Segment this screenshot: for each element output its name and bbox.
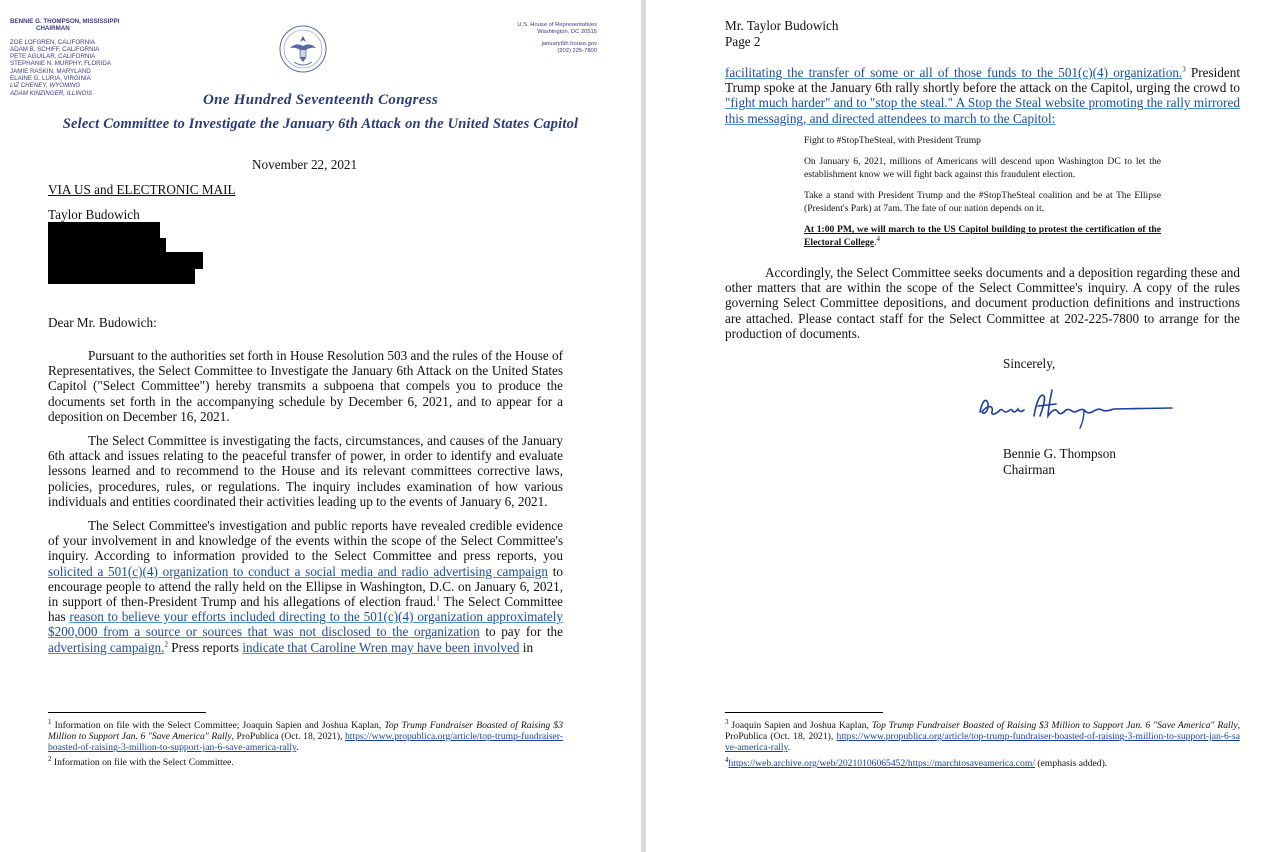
propublica-link[interactable]: https://www.propublica.org/article/top-trump-fundraiser-boasted-of-raising-3-million-to-support-jan-6-save-america-rally xyxy=(48,731,564,754)
quote-line: Fight to #StopTheSteal, with President Trump xyxy=(804,135,981,146)
letter-page-2 xyxy=(646,0,1280,852)
footnote-number: 4 xyxy=(725,755,729,764)
text-run: . xyxy=(874,237,877,248)
paragraph-continuation xyxy=(725,65,1240,126)
page-header-recipient: Mr. Taylor Budowich xyxy=(725,18,839,33)
propublica-link[interactable]: https://www.propublica.org/article/top-trump-fundraiser-boasted-of-raising-3-million-to-support-jan-6-save-america-rally xyxy=(725,731,1240,754)
highlighted-text: indicate that Caroline Wren may have been involved xyxy=(242,639,520,655)
member-item: STEPHANIE N. MURPHY, FLORIDA xyxy=(10,60,111,68)
highlighted-text: reason to believe your efforts included directing to the 501(c)(4) organization approximately $200,000 from a source or sources that was not disclosed to the organization xyxy=(48,609,563,640)
closing: Sincerely, xyxy=(1003,356,1056,371)
contact-phone: (202) 225-7800 xyxy=(557,48,597,54)
footnote-3 xyxy=(725,717,1240,754)
footnote-text: . xyxy=(787,742,791,754)
signer-title: Chairman xyxy=(1003,462,1056,477)
redaction-block xyxy=(48,267,195,284)
highlighted-text: solicited a 501(c)(4) organization to conduct a social media and radio advertising campaign xyxy=(48,563,548,579)
text-run: Press reports xyxy=(167,639,243,655)
footnote-ref[interactable]: 4 xyxy=(876,234,880,243)
footnote-text: , ProPublica (Oct. 18, 2021), xyxy=(231,731,345,743)
paragraph-investigation: The Select Committee is investigating the facts, circumstances, and causes of the January 6th attack and issues relating to the peaceful transfer of power, in order to identify and evaluate lessons learned and to recommend to the House and its relevant committees corrective laws, policies, procedures, rules, or regulations. The inquiry includes examination of how various individuals and entities coordinated their activities leading up to the events of January 6, 2021. xyxy=(48,433,563,509)
footnote-number: 1 xyxy=(48,717,52,726)
member-item: ADAM B. SCHIFF, CALIFORNIA xyxy=(10,45,100,53)
footnote-text: . xyxy=(296,742,299,754)
member-item: ADAM KINZINGER, ILLINOIS xyxy=(10,89,93,97)
contact-line: U.S. House of Representatives xyxy=(517,22,597,28)
footnote-divider xyxy=(725,712,883,713)
archive-link[interactable]: https://web.archive.org/web/20210106065452/https://marchtosaveamerica.com/ xyxy=(728,758,1035,769)
text-run: The Select Committee has xyxy=(48,594,563,625)
highlighted-text: facilitating the transfer of some or all of those funds to the 501(c)(4) organization. xyxy=(725,65,1183,80)
chairman-title: CHAIRMAN xyxy=(36,25,70,33)
footnote-ref[interactable]: 3 xyxy=(1182,65,1186,74)
footnote-1 xyxy=(48,717,564,754)
footnote-ref[interactable]: 1 xyxy=(436,594,440,603)
congress-title: One Hundred Seventeenth Congress xyxy=(202,92,439,108)
committee-members-list xyxy=(10,18,119,97)
footnote-2 xyxy=(48,754,563,768)
congressional-seal-icon xyxy=(278,24,328,74)
highlighted-text: "fight much harder" and to "stop the steal." A Stop the Steal website promoting the rally mirrored this messaging, and directed attendees to march to the Capitol: xyxy=(725,95,1240,126)
footnote-4 xyxy=(725,755,1240,769)
member-item: JAMIE RASKIN, MARYLAND xyxy=(10,67,91,75)
text-run: The Select Committee's investigation and public reports have revealed credible evidence of your involvement in and knowledge of the events within the scope of the Select Committee's inquiry. According to information provided to the Select Committee and press reports, you xyxy=(48,518,563,564)
footnote-text: (emphasis added). xyxy=(1035,758,1108,769)
article-title: Top Trump Fundraiser Boasted of Raising $3 Million to Support Jan. 6 "Save America" Rally xyxy=(871,720,1238,731)
page-header-number: Page 2 xyxy=(725,34,761,49)
quote-line: Take a stand with President Trump and the #StopTheSteal coalition and be at The Ellipse (President's Park) at 7am. The fate of our nation depends on it. xyxy=(804,190,1161,214)
contact-website: january6th.house.gov xyxy=(541,41,597,47)
member-item: LIZ CHENEY, WYOMING xyxy=(10,82,81,90)
signer-name: Bennie G. Thompson xyxy=(1003,446,1116,461)
contact-line: Washington, DC 20515 xyxy=(537,29,597,35)
quoted-website-text xyxy=(804,134,1161,249)
chairman-name: BENNIE G. THOMPSON, MISSISSIPPI xyxy=(10,18,120,25)
paragraph-request: Accordingly, the Select Committee seeks documents and a deposition regarding these and other matters that are within the scope of the Select Committee's inquiry. A copy of the rules governing Select Committee depositions, and document production definitions and instructions are attached. Please contact staff for the Select Committee at 202-225-7800 to arrange for the production of documents. xyxy=(725,265,1240,341)
committee-title: Select Committee to Investigate the January 6th Attack on the United States Capitol xyxy=(62,116,579,132)
recipient-name: Taylor Budowich xyxy=(48,207,140,222)
paragraph-evidence xyxy=(48,518,563,655)
highlighted-text: advertising campaign. xyxy=(48,639,165,655)
footnote-number: 2 xyxy=(48,754,52,763)
text-run: to encourage people to attend the rally held on the Ellipse in Washington, D.C. on January 6, 2021, in support of then-President Trump and his allegations of election fraud. xyxy=(48,563,563,610)
text-run: in xyxy=(519,639,534,655)
text-run: President Trump spoke at the January 6th rally shortly before the attack on the Capitol, urging the crowd to xyxy=(725,65,1240,96)
letter-date: November 22, 2021 xyxy=(252,157,358,172)
quote-line: On January 6, 2021, millions of Americans will descend upon Washington DC to let the establishment know we will fight back against this fraudulent election. xyxy=(804,156,1161,180)
footnote-text: Joaquin Sapien and Joshua Kaplan, xyxy=(728,720,872,731)
member-item: PETE AGUILAR, CALIFORNIA xyxy=(10,53,96,61)
footnote-text: Information on file with the Select Committee; Joaquin Sapien and Joshua Kaplan, xyxy=(51,720,385,731)
committee-contact-info xyxy=(517,22,597,55)
emphasized-text: At 1:00 PM, we will march to the US Capitol building to protest the certification of the Electoral College xyxy=(804,224,1161,248)
footnote-text: Information on file with the Select Committee. xyxy=(51,757,234,768)
member-item: ELAINE G. LURIA, VIRGINIA xyxy=(10,75,91,83)
footnote-divider xyxy=(48,712,206,713)
quote-emphasis xyxy=(804,223,1161,249)
delivery-method: VIA US and ELECTRONIC MAIL xyxy=(48,182,236,197)
article-title: Top Trump Fundraiser Boasted of Raising $3 Million to Support Jan. 6 "Save America" Rally xyxy=(48,720,563,743)
signature-image xyxy=(976,382,1176,430)
footnote-ref[interactable]: 2 xyxy=(164,640,168,649)
salutation: Dear Mr. Budowich: xyxy=(48,315,157,330)
member-item: ZOE LOFGREN, CALIFORNIA xyxy=(10,38,95,46)
footnote-text: , ProPublica (Oct. 18, 2021), xyxy=(725,720,1240,743)
footnote-number: 3 xyxy=(725,717,729,726)
paragraph-authority: Pursuant to the authorities set forth in House Resolution 503 and the rules of the House of Representatives, the Select Committee to Investigate the January 6th Attack on the United States Capitol ("Select Committee") hereby transmits a subpoena that compels you to produce the documents set forth in the accompanying schedule by December 6, 2021, and to appear for a deposition on December 16, 2021. xyxy=(48,348,563,424)
text-run: to pay for the xyxy=(479,624,563,640)
